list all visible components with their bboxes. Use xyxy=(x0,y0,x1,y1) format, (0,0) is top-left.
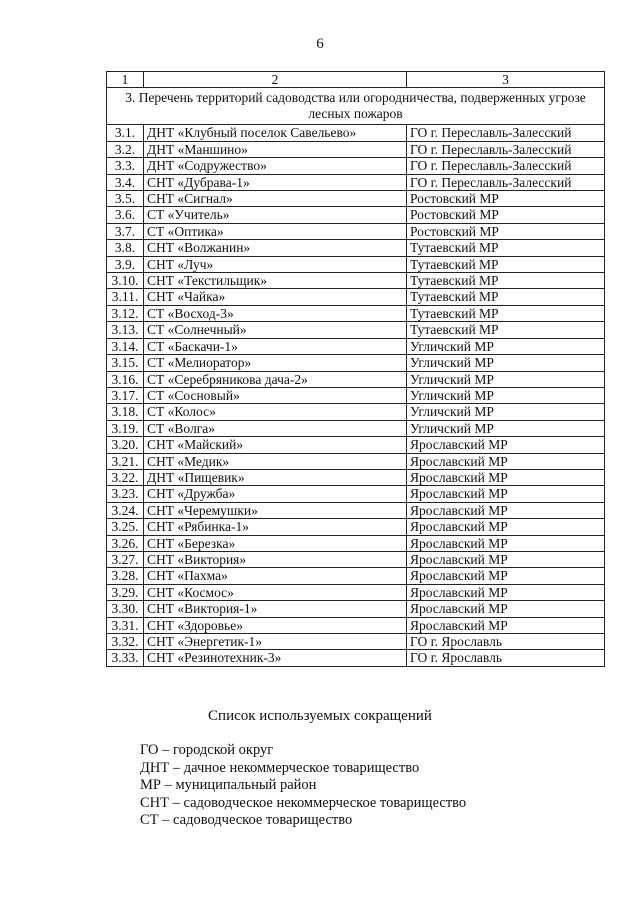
row-district: Ярославский МР xyxy=(407,519,605,535)
row-name: СНТ «Виктория-1» xyxy=(144,601,407,617)
row-district: ГО г. Переславль-Залесский xyxy=(407,141,605,157)
section-title: 3. Перечень территорий садоводства или огородничества, подверженных угрозе лесных пожаров xyxy=(107,88,605,125)
row-district: Ярославский МР xyxy=(407,535,605,551)
row-number: 3.17. xyxy=(107,387,144,403)
row-district: Ярославский МР xyxy=(407,469,605,485)
row-number: 3.10. xyxy=(107,273,144,289)
row-number: 3.3. xyxy=(107,158,144,174)
abbreviations-title: Список используемых сокращений xyxy=(208,708,432,724)
row-number: 3.15. xyxy=(107,355,144,371)
row-name: СНТ «Луч» xyxy=(144,256,407,272)
row-name: СНТ «Здоровье» xyxy=(144,617,407,633)
table-row xyxy=(107,568,605,584)
table-row xyxy=(107,371,605,387)
row-name: СТ «Восход-3» xyxy=(144,305,407,321)
row-number: 3.16. xyxy=(107,371,144,387)
table-row xyxy=(107,420,605,436)
row-number: 3.24. xyxy=(107,502,144,518)
row-number: 3.33. xyxy=(107,650,144,666)
row-district: Угличский МР xyxy=(407,420,605,436)
header-col-1: 1 xyxy=(107,72,144,88)
row-name: СНТ «Космос» xyxy=(144,584,407,600)
row-name: СТ «Серебряникова дача-2» xyxy=(144,371,407,387)
row-name: СТ «Колос» xyxy=(144,404,407,420)
row-district: Ярославский МР xyxy=(407,584,605,600)
row-name: ДНТ «Содружество» xyxy=(144,158,407,174)
table-row xyxy=(107,256,605,272)
row-district: ГО г. Переславль-Залесский xyxy=(407,174,605,190)
row-name: ДНТ «Клубный поселок Савельево» xyxy=(144,125,407,141)
table-row xyxy=(107,355,605,371)
abbreviation-item: ГО – городской округ xyxy=(140,742,274,758)
row-district: Угличский МР xyxy=(407,338,605,354)
table-row xyxy=(107,535,605,551)
row-district: Тутаевский МР xyxy=(407,322,605,338)
row-number: 3.7. xyxy=(107,223,144,239)
row-number: 3.5. xyxy=(107,191,144,207)
row-number: 3.2. xyxy=(107,141,144,157)
row-district: Ярославский МР xyxy=(407,502,605,518)
row-number: 3.9. xyxy=(107,256,144,272)
row-name: СНТ «Сигнал» xyxy=(144,191,407,207)
row-district: ГО г. Переславль-Залесский xyxy=(407,125,605,141)
table-row xyxy=(107,387,605,403)
abbreviations-list xyxy=(140,742,466,830)
table-header-row xyxy=(107,72,605,88)
table-row xyxy=(107,191,605,207)
table-row xyxy=(107,601,605,617)
table-row xyxy=(107,634,605,650)
table-row xyxy=(107,207,605,223)
row-number: 3.13. xyxy=(107,322,144,338)
abbreviation-item: СНТ – садоводческое некоммерческое товарищество xyxy=(140,794,467,811)
row-number: 3.30. xyxy=(107,601,144,617)
row-name: СНТ «Дружба» xyxy=(144,486,407,502)
row-number: 3.32. xyxy=(107,634,144,650)
table-row xyxy=(107,141,605,157)
row-number: 3.27. xyxy=(107,551,144,567)
row-name: СНТ «Волжанин» xyxy=(144,240,407,256)
row-number: 3.12. xyxy=(107,305,144,321)
row-district: Ярославский МР xyxy=(407,437,605,453)
row-number: 3.23. xyxy=(107,486,144,502)
row-name: СТ «Волга» xyxy=(144,420,407,436)
row-number: 3.18. xyxy=(107,404,144,420)
row-district: Ярославский МР xyxy=(407,551,605,567)
row-name: СНТ «Пахма» xyxy=(144,568,407,584)
table-row xyxy=(107,519,605,535)
row-number: 3.4. xyxy=(107,174,144,190)
table-row xyxy=(107,223,605,239)
row-district: Тутаевский МР xyxy=(407,240,605,256)
row-number: 3.31. xyxy=(107,617,144,633)
row-name: СНТ «Чайка» xyxy=(144,289,407,305)
table-row xyxy=(107,338,605,354)
table-body xyxy=(107,72,605,667)
row-name: ДНТ «Пищевик» xyxy=(144,469,407,485)
row-number: 3.8. xyxy=(107,240,144,256)
page-number: 6 xyxy=(316,36,324,52)
table-row xyxy=(107,404,605,420)
abbreviation-item: МР – муниципальный район xyxy=(140,777,317,793)
row-name: СТ «Баскачи-1» xyxy=(144,338,407,354)
table-row xyxy=(107,551,605,567)
row-district: Тутаевский МР xyxy=(407,305,605,321)
row-number: 3.11. xyxy=(107,289,144,305)
table-row xyxy=(107,289,605,305)
table-row xyxy=(107,469,605,485)
table-row xyxy=(107,453,605,469)
row-district: Тутаевский МР xyxy=(407,256,605,272)
table-row xyxy=(107,650,605,666)
row-number: 3.14. xyxy=(107,338,144,354)
row-name: СНТ «Майский» xyxy=(144,437,407,453)
row-number: 3.29. xyxy=(107,584,144,600)
row-number: 3.19. xyxy=(107,420,144,436)
row-name: СТ «Сосновый» xyxy=(144,387,407,403)
row-number: 3.28. xyxy=(107,568,144,584)
row-district: ГО г. Ярославль xyxy=(407,634,605,650)
row-district: Угличский МР xyxy=(407,371,605,387)
row-district: Тутаевский МР xyxy=(407,289,605,305)
header-col-2: 2 xyxy=(144,72,407,88)
row-number: 3.26. xyxy=(107,535,144,551)
row-name: ДНТ «Маншино» xyxy=(144,141,407,157)
row-district: Ярославский МР xyxy=(407,453,605,469)
row-district: Ярославский МР xyxy=(407,617,605,633)
row-name: СНТ «Виктория» xyxy=(144,551,407,567)
row-name: СНТ «Текстильщик» xyxy=(144,273,407,289)
row-name: СТ «Солнечный» xyxy=(144,322,407,338)
abbreviation-item: СТ – садоводческое товарищество xyxy=(140,812,353,828)
table-row xyxy=(107,125,605,141)
row-district: Угличский МР xyxy=(407,387,605,403)
row-district: ГО г. Ярославль xyxy=(407,650,605,666)
table-row xyxy=(107,305,605,321)
table-row xyxy=(107,240,605,256)
table-row xyxy=(107,486,605,502)
row-name: СНТ «Рябинка-1» xyxy=(144,519,407,535)
row-number: 3.20. xyxy=(107,437,144,453)
table-row xyxy=(107,584,605,600)
row-name: СНТ «Черемушки» xyxy=(144,502,407,518)
row-name: СТ «Учитель» xyxy=(144,207,407,223)
row-number: 3.25. xyxy=(107,519,144,535)
table-row xyxy=(107,437,605,453)
section-title-row xyxy=(107,88,605,125)
row-number: 3.1. xyxy=(107,125,144,141)
row-number: 3.21. xyxy=(107,453,144,469)
abbreviation-item: ДНТ – дачное некоммерческое товарищество xyxy=(140,759,420,776)
table-row xyxy=(107,502,605,518)
table-row xyxy=(107,617,605,633)
row-name: СНТ «Березка» xyxy=(144,535,407,551)
row-district: Ярославский МР xyxy=(407,568,605,584)
row-number: 3.6. xyxy=(107,207,144,223)
row-number: 3.22. xyxy=(107,469,144,485)
row-name: СНТ «Дубрава-1» xyxy=(144,174,407,190)
row-district: Тутаевский МР xyxy=(407,273,605,289)
row-name: СТ «Мелиоратор» xyxy=(144,355,407,371)
row-district: Ростовский МР xyxy=(407,207,605,223)
header-col-3: 3 xyxy=(407,72,605,88)
row-district: Ярославский МР xyxy=(407,601,605,617)
row-name: СНТ «Медик» xyxy=(144,453,407,469)
row-name: СТ «Оптика» xyxy=(144,223,407,239)
row-district: ГО г. Переславль-Залесский xyxy=(407,158,605,174)
row-district: Ростовский МР xyxy=(407,191,605,207)
row-district: Угличский МР xyxy=(407,404,605,420)
table-row xyxy=(107,322,605,338)
row-district: Угличский МР xyxy=(407,355,605,371)
territories-table xyxy=(106,71,605,667)
table-row xyxy=(107,174,605,190)
table-row xyxy=(107,158,605,174)
row-name: СНТ «Энергетик-1» xyxy=(144,634,407,650)
row-district: Ростовский МР xyxy=(407,223,605,239)
row-name: СНТ «Резинотехник-3» xyxy=(144,650,407,666)
table-row xyxy=(107,273,605,289)
row-district: Ярославский МР xyxy=(407,486,605,502)
